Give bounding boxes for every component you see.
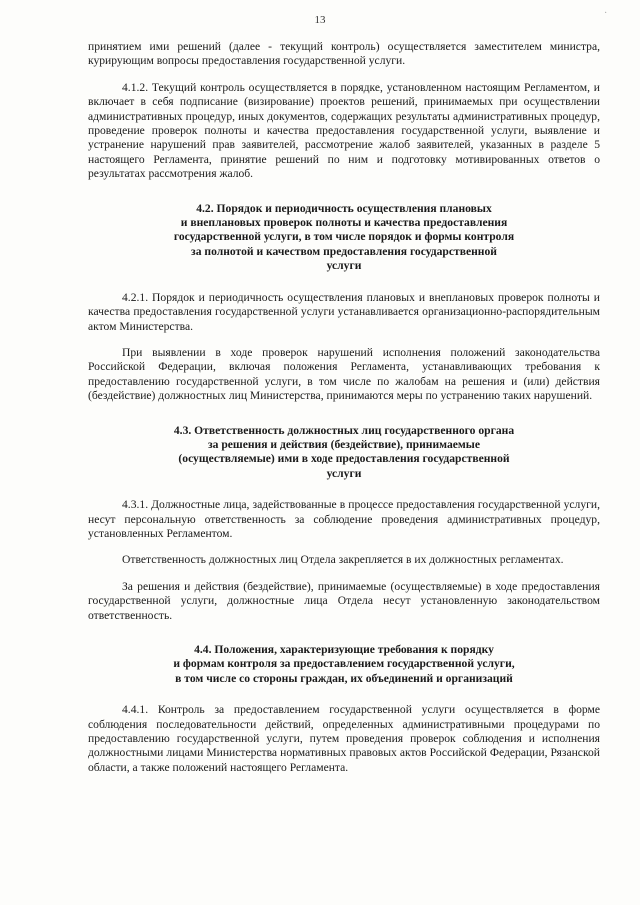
heading-line: за полнотой и качеством предоставления государственной [191, 244, 497, 258]
paragraph-continuation: принятием ими решений (далее - текущий контроль) осуществляется заместителем министра, курирующим вопросы предоставления государственной услуги. [88, 40, 600, 68]
heading-line: и формам контроля за предоставлением государственной услуги, [173, 657, 515, 671]
page-number: 13 [314, 14, 326, 26]
section-heading-4-3 [88, 424, 600, 482]
heading-line: услуги [326, 466, 362, 480]
document-body [88, 40, 600, 775]
heading-line: 4.2. Порядок и периодичность осуществления плановых [196, 201, 492, 215]
heading-line: за решения и действия (бездействие), принимаемые [207, 437, 481, 451]
paragraph-responsibility: Ответственность должностных лиц Отдела закрепляется в их должностных регламентах. [122, 553, 564, 567]
heading-line: 4.4. Положения, характеризующие требования к порядку [194, 643, 494, 656]
heading-line: и внеплановых проверок полноты и качества предоставления [180, 216, 508, 230]
paragraph-4-2-1: 4.2.1. Порядок и периодичность осуществления плановых и внеплановых проверок полноты и качества предоставления государственной услуги устанавливается организационно-распорядительным актом Министерства. [88, 290, 600, 333]
heading-line: государственной услуги, в том числе порядок и формы контроля [173, 230, 515, 244]
section-heading-4-4 [88, 643, 600, 686]
heading-line: (осуществляемые) ими в ходе предоставления государственной [178, 452, 510, 466]
paragraph-decisions: За решения и действия (бездействие), принимаемые (осуществляемые) в ходе предоставления государственной услуги, должностные лица Отдела несут установленную законодательством ответственность. [88, 579, 600, 622]
heading-line: в том числе со стороны граждан, их объединений и организаций [175, 671, 513, 685]
heading-line: 4.3. Ответственность должностных лиц государственного органа [173, 423, 515, 437]
paragraph-4-1-2: 4.1.2. Текущий контроль осуществляется в порядке, установленном настоящим Регламентом, и включает в себя подписание (визирование) проектов решений, принимаемых при осуществлении административных процедур, иных документов, содержащих результаты административных процедур, проведение проверок полноты и качества предоставления государственной услуги, выявление и устранение нарушений прав заявителей, рассмотрение жалоб заявителей, указанных в разделе 5 настоящего Регламента, принятие решений по ним и подготовку мотивированных ответов о результатах рассмотрения жалоб. [88, 80, 600, 181]
corner-mark: · [604, 8, 608, 19]
paragraph-4-3-1: 4.3.1. Должностные лица, задействованные в процессе предоставления государственной услуги, несут персональную ответственность за соблюдение проведения административных процедур, установленных Регламентом. [88, 498, 600, 540]
paragraph-violations: При выявлении в ходе проверок нарушений исполнения положений законодательства Российской Федерации, включая положения Регламента, устанавливающих требования к предоставлению государственной услуги, в том числе по жалобам на решения и (или) действия (бездействие) должностных лиц Министерства, принимаются меры по устранению таких нарушений. [88, 345, 600, 403]
heading-line: услуги [326, 259, 362, 273]
section-heading-4-2 [88, 202, 600, 274]
paragraph-4-4-1: 4.4.1. Контроль за предоставлением государственной услуги осуществляется в форме соблюдения последовательности действий, определенных административными процедурами по предоставлению государственной услуги, путем проведения проверок соблюдения и исполнения должностными лицами Министерства нормативных правовых актов Российской Федерации, Рязанской области, а также положений настоящего Регламента. [88, 703, 600, 774]
